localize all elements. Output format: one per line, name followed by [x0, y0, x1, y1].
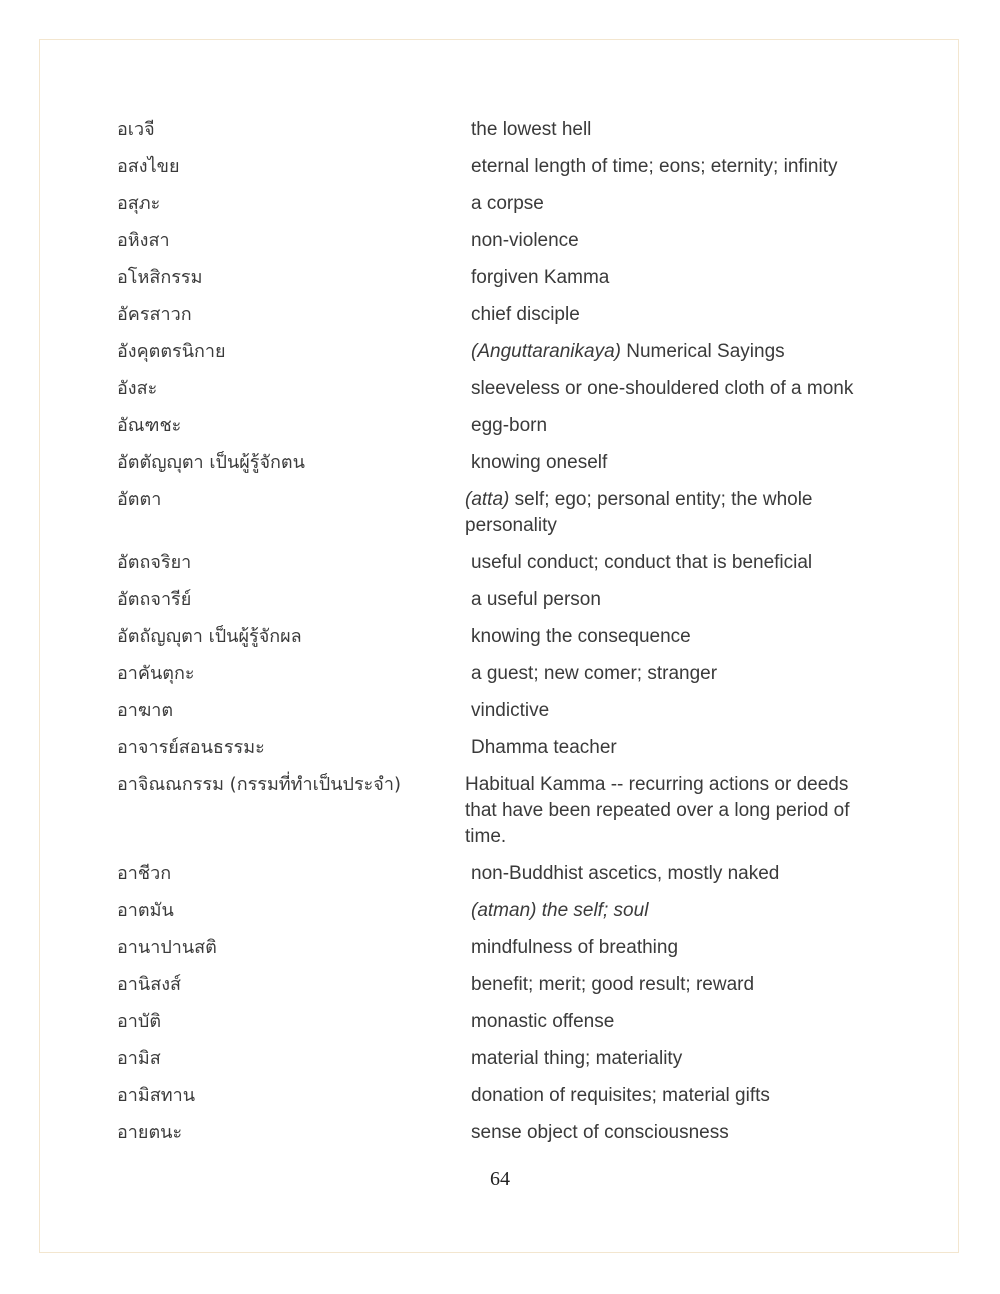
thai-term: อาจารย์สอนธรรมะ	[117, 737, 265, 758]
english-definition	[465, 487, 877, 539]
definition-text: self; ego; personal entity; the whole personality	[465, 489, 813, 536]
pali-term: (atman) the self; soul	[471, 900, 649, 921]
english-definition	[465, 339, 877, 365]
english-definition: forgiven Kamma	[471, 267, 610, 288]
thai-term: อามิสทาน	[117, 1085, 196, 1106]
glossary-list	[117, 117, 877, 1157]
glossary-entry	[117, 587, 877, 613]
thai-term: อาตมัน	[117, 900, 174, 921]
thai-term: อาจิณณกรรม (กรรมที่ทำเป็นประจำ)	[117, 774, 401, 795]
glossary-entry	[117, 302, 877, 328]
english-definition: a useful person	[471, 589, 601, 610]
thai-term: อาคันตุกะ	[117, 663, 195, 684]
english-definition: chief disciple	[471, 304, 580, 325]
english-definition: a guest; new comer; stranger	[471, 663, 718, 684]
glossary-entry	[117, 339, 877, 365]
english-definition	[465, 898, 877, 924]
english-definition: monastic offense	[471, 1011, 615, 1032]
english-definition: knowing oneself	[471, 452, 608, 473]
glossary-entry	[117, 772, 877, 850]
english-definition: donation of requisites; material gifts	[471, 1085, 770, 1106]
thai-term: อัครสาวก	[117, 304, 192, 325]
glossary-entry	[117, 624, 877, 650]
english-definition: eternal length of time; eons; eternity; infinity	[471, 156, 838, 177]
english-definition: the lowest hell	[471, 119, 592, 140]
thai-term: อังสะ	[117, 378, 158, 399]
english-definition: a corpse	[471, 193, 544, 214]
english-definition: mindfulness of breathing	[471, 937, 679, 958]
glossary-entry	[117, 487, 877, 539]
glossary-entry	[117, 1083, 877, 1109]
thai-term: อัตถจารีย์	[117, 589, 192, 610]
english-definition: material thing; materiality	[471, 1048, 683, 1069]
pali-term: (atta)	[465, 489, 510, 510]
english-definition: non-Buddhist ascetics, mostly naked	[471, 863, 780, 884]
thai-term: อสงไขย	[117, 156, 180, 177]
thai-term: อัตตัญญุตา เป็นผู้รู้จักตน	[117, 452, 305, 473]
thai-term: อโหสิกรรม	[117, 267, 203, 288]
glossary-entry	[117, 661, 877, 687]
thai-term: อาฆาต	[117, 700, 174, 721]
thai-term: อาชีวก	[117, 863, 172, 884]
thai-term: อาบัติ	[117, 1011, 162, 1032]
english-definition: egg-born	[471, 415, 548, 436]
glossary-entry	[117, 861, 877, 887]
glossary-entry	[117, 191, 877, 217]
pali-term: (Anguttaranikaya)	[471, 341, 621, 362]
thai-term: อหิงสา	[117, 230, 170, 251]
glossary-entry	[117, 450, 877, 476]
glossary-entry	[117, 898, 877, 924]
glossary-entry	[117, 1009, 877, 1035]
glossary-entry	[117, 376, 877, 402]
english-definition: sense object of consciousness	[471, 1122, 729, 1143]
english-definition: useful conduct; conduct that is beneficial	[471, 552, 813, 573]
glossary-entry	[117, 735, 877, 761]
english-definition: benefit; merit; good result; reward	[471, 974, 755, 995]
glossary-entry	[117, 154, 877, 180]
glossary-entry	[117, 550, 877, 576]
english-definition: Habitual Kamma -- recurring actions or deeds that have been repeated over a long period of time.	[465, 774, 850, 847]
thai-term: อัตถัญญุตา เป็นผู้รู้จักผล	[117, 626, 302, 647]
thai-term: อัตตา	[117, 489, 162, 510]
thai-term: อังคุตตรนิกาย	[117, 341, 226, 362]
glossary-entry	[117, 935, 877, 961]
glossary-entry	[117, 117, 877, 143]
page-number: 64	[490, 1168, 510, 1190]
glossary-entry	[117, 698, 877, 724]
glossary-entry	[117, 1120, 877, 1146]
english-definition: Dhamma teacher	[471, 737, 617, 758]
english-definition: vindictive	[471, 700, 550, 721]
glossary-entry	[117, 228, 877, 254]
glossary-entry	[117, 413, 877, 439]
thai-term: อเวจี	[117, 119, 155, 140]
thai-term: อายตนะ	[117, 1122, 183, 1143]
definition-text: Numerical Sayings	[620, 341, 785, 362]
thai-term: อัตถจริยา	[117, 552, 192, 573]
english-definition: knowing the consequence	[471, 626, 691, 647]
glossary-entry	[117, 265, 877, 291]
glossary-entry	[117, 972, 877, 998]
thai-term: อัณฑชะ	[117, 415, 182, 436]
english-definition: sleeveless or one-shouldered cloth of a monk	[471, 378, 854, 399]
thai-term: อสุภะ	[117, 193, 161, 214]
english-definition: non-violence	[471, 230, 579, 251]
thai-term: อานิสงส์	[117, 974, 181, 995]
thai-term: อานาปานสติ	[117, 937, 217, 958]
thai-term: อามิส	[117, 1048, 161, 1069]
glossary-entry	[117, 1046, 877, 1072]
